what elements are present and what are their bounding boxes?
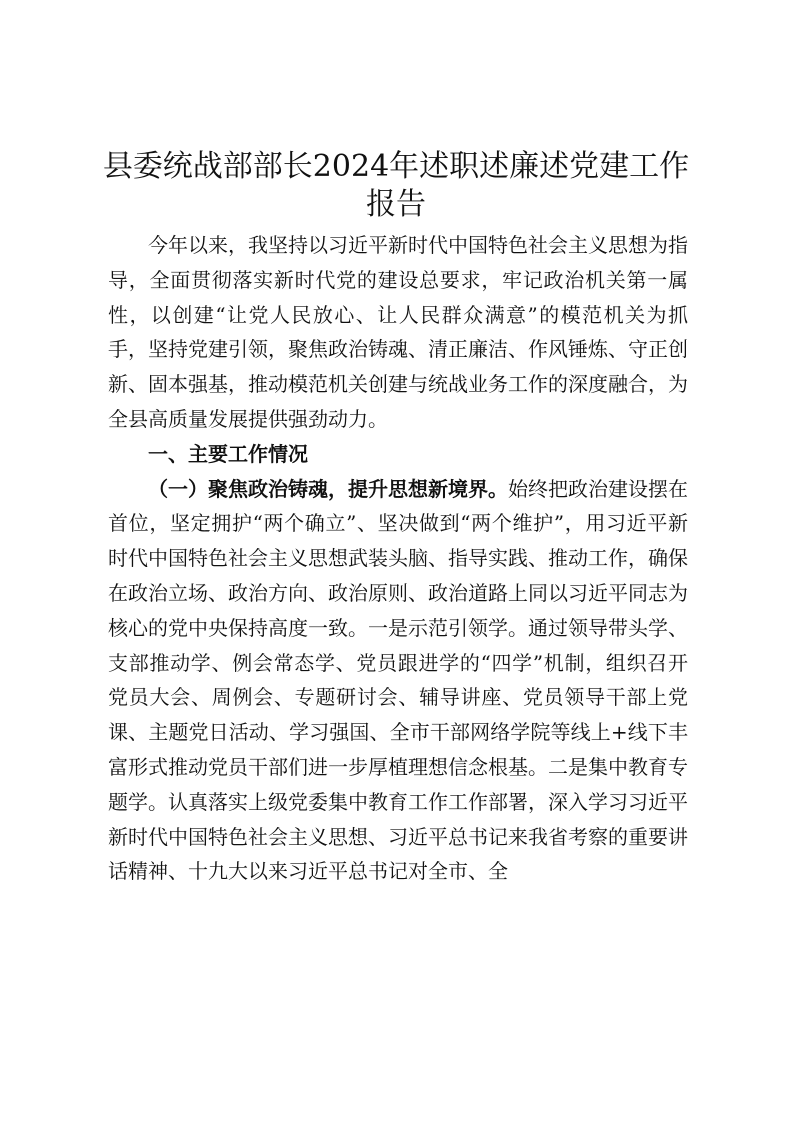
title-line-1: 县委统战部部长2024年述职述廉述党建工作 (102, 149, 690, 184)
document-body (108, 228, 688, 889)
title-line-2: 报告 (366, 187, 426, 222)
subsection-heading: （一）聚焦政治铸魂，提升思想新境界。 (148, 476, 508, 501)
subsection-paragraph (108, 472, 688, 890)
document-title (96, 148, 696, 224)
section-heading: 一、主要工作情况 (148, 441, 308, 466)
subsection-body: 始终把政治建设摆在首位，坚定拥护“两个确立”、坚决做到“两个维护”，用习近平新时代中国特色社会主义思想武装头脑、指导实践、推动工作，确保在政治立场、政治方向、政治原则、政治道路上同以习近平同志为核心的党中央保持高度一致。一是示范引领学。通过领导带头学、支部推动学、例会常态学、党员跟进学的“四学”机制，组织召开党员大会、周例会、专题研讨会、辅导讲座、党员领导干部上党课、主题党日活动、学习强国、全市干部网络学院等线上+线下丰富形式推动党员干部们进一步厚植理想信念根基。二是集中教育专题学。认真落实上级党委集中教育工作工作部署，深入学习习近平新时代中国特色社会主义思想、习近平总书记来我省考察的重要讲话精神、十九大以来习近平总书记对全市、全 (108, 476, 688, 884)
intro-paragraph: 今年以来，我坚持以习近平新时代中国特色社会主义思想为指导，全面贯彻落实新时代党的建设总要求，牢记政治机关第一属性，以创建“让党人民放心、让人民群众满意”的模范机关为抓手，坚持党建引领，聚焦政治铸魂、清正廉洁、作风锤炼、守正创新、固本强基，推动模范机关创建与统战业务工作的深度融合，为全县高质量发展提供强劲动力。 (108, 233, 688, 431)
